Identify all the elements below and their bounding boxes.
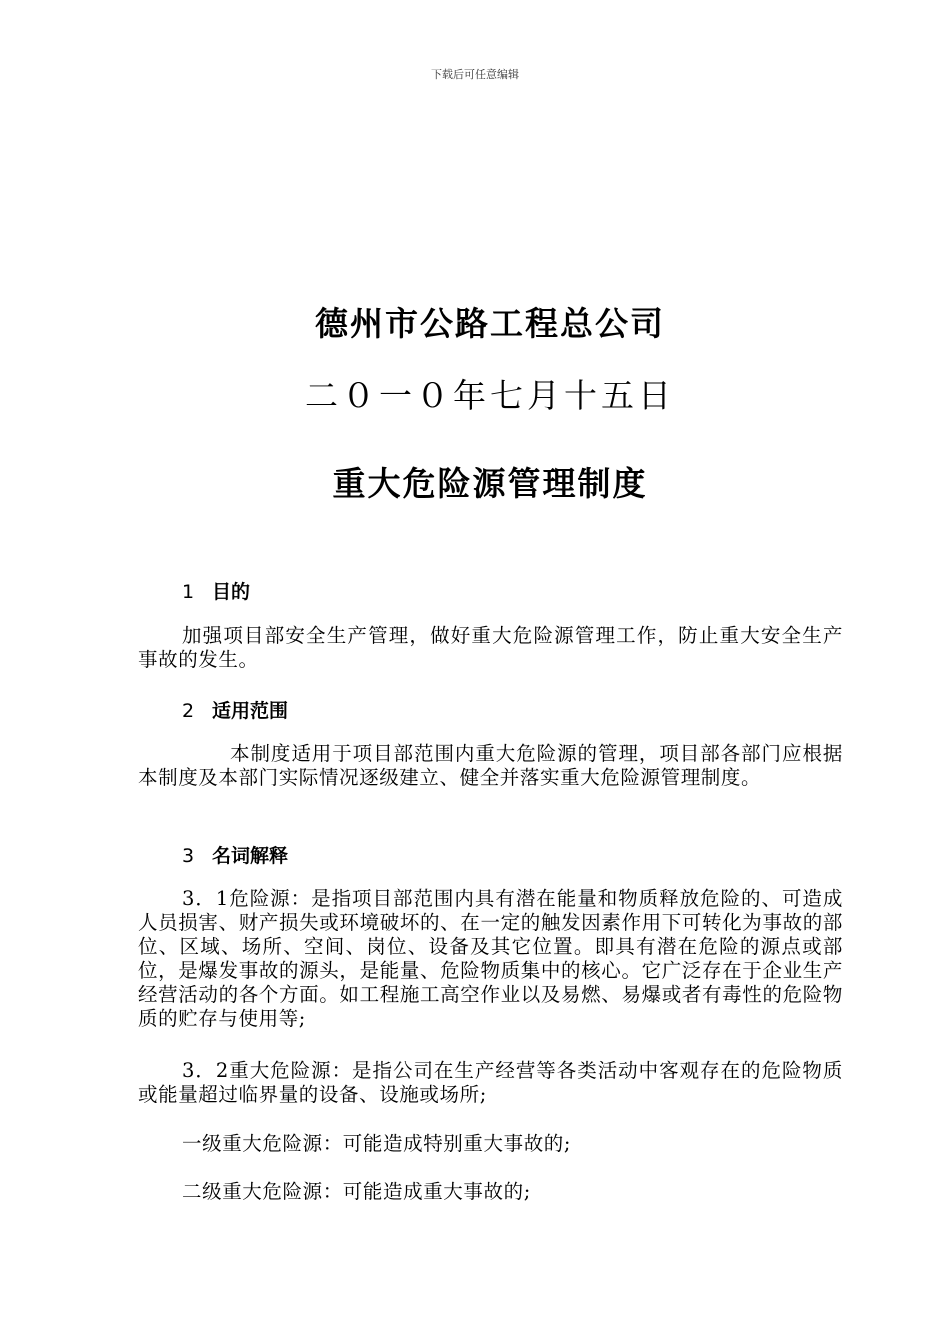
paragraph-definition-hazard: 3．1危险源：是指项目部范围内具有潜在能量和物质释放危险的、可造成人员损害、财产损失或环境破坏的、在一定的触发因素作用下可转化为事故的部位、区域、场所、空间、岗位、设备及其它位置。即具有潜在危险的源点或部位，是爆发事故的源头，是能量、危险物质集中的核心。它广泛存在于企业生产经营活动的各个方面。如工程施工高空作业以及易燃、易爆或者有毒性的危险物质的贮存与使用等; [138,887,843,1030]
paragraph-purpose: 加强项目部安全生产管理，做好重大危险源管理工作，防止重大安全生产事故的发生。 [138,624,843,671]
page-header-note: 下载后可任意编辑 [431,68,519,81]
section-title: 适用范围 [212,700,289,722]
company-name: 德州市公路工程总公司 [315,304,665,343]
section-number: 1 [182,581,195,603]
paragraph-level-2: 二级重大危险源：可能造成重大事故的; [182,1180,531,1203]
section-number: 2 [182,700,195,722]
paragraph-definition-major-hazard: 3．2重大危险源：是指公司在生产经营等各类活动中客观存在的危险物质或能量超过临界量的设备、设施或场所; [138,1059,843,1106]
section-title: 名词解释 [212,845,289,867]
paragraph-scope: 本制度适用于项目部范围内重大危险源的管理，项目部各部门应根据本制度及本部门实际情况逐级建立、健全并落实重大危险源管理制度。 [138,742,843,789]
document-title: 重大危险源管理制度 [332,464,648,503]
section-heading-definitions [182,841,288,868]
section-heading-scope [182,696,288,723]
section-title: 目的 [212,581,251,603]
section-number: 3 [182,845,195,867]
paragraph-level-1: 一级重大危险源：可能造成特别重大事故的; [182,1132,572,1155]
section-heading-purpose [182,577,250,604]
document-date: 二０一０年七月十五日 [305,376,675,415]
